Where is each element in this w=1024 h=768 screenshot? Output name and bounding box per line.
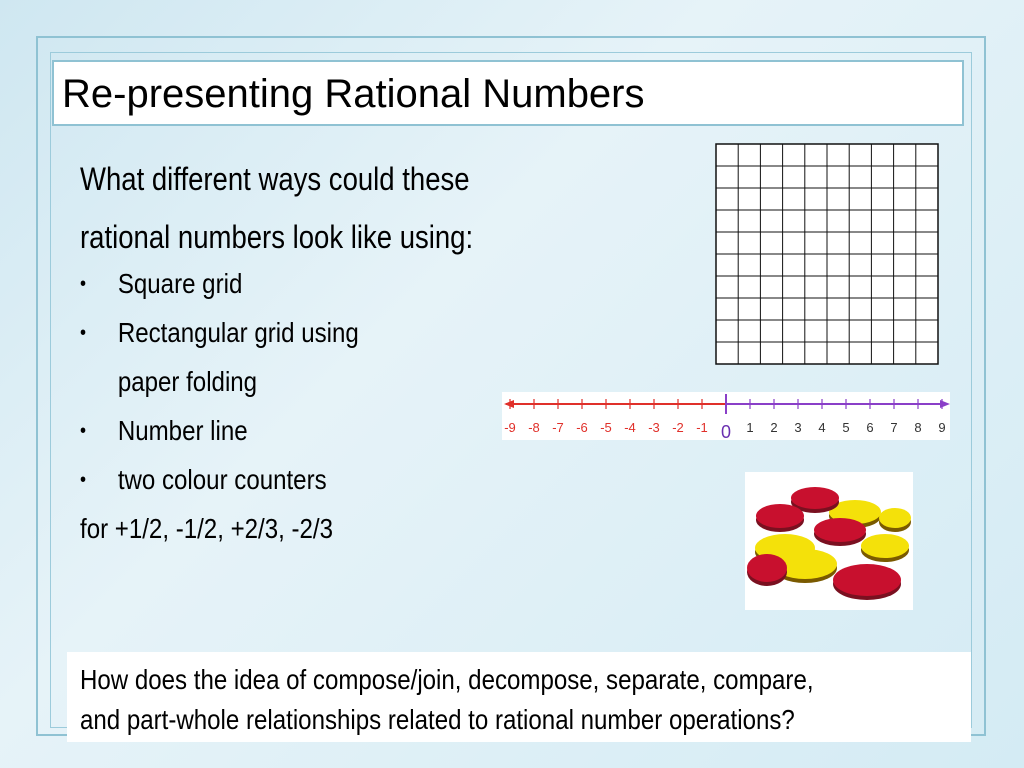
number-line-label: 1: [746, 420, 754, 435]
question-line-1: How does the idea of compose/join, decompose, separate, compare,: [80, 664, 814, 695]
number-line-label: 8: [914, 420, 922, 435]
intro-line-2: rational numbers look like using:: [80, 219, 474, 255]
bullet-marker: •: [80, 420, 87, 442]
number-line-label: -3: [648, 420, 660, 435]
bullet-item: [80, 458, 359, 507]
bullet-marker: •: [80, 469, 87, 491]
number-line-label: -6: [576, 420, 588, 435]
number-line-label: -5: [600, 420, 612, 435]
bullet-text: paper folding: [117, 366, 258, 397]
bullet-continuation: [80, 360, 359, 409]
number-line-label: 9: [938, 420, 946, 435]
bullet-text: Rectangular grid using: [117, 317, 359, 348]
bullet-list: [80, 262, 359, 507]
intro-line-1: What different ways could these: [80, 161, 470, 197]
question-line-2: and part-whole relationships related to rational number operations?: [80, 704, 795, 735]
number-line-label: -7: [552, 420, 564, 435]
number-line-label: 3: [794, 420, 802, 435]
number-line-label: -1: [696, 420, 708, 435]
number-line-label: 7: [890, 420, 898, 435]
number-line-label: 2: [770, 420, 778, 435]
number-line-label: -2: [672, 420, 684, 435]
number-line-image: [502, 392, 950, 440]
slide-title: Re-presenting Rational Numbers: [62, 72, 645, 116]
number-line-label: -9: [504, 420, 516, 435]
intro-text: [80, 150, 473, 266]
bullet-marker: •: [80, 273, 87, 295]
bullet-text: Number line: [117, 415, 248, 446]
bullet-item: [80, 262, 359, 311]
left-arrow-icon: [504, 400, 514, 408]
two-colour-counters-image: [745, 472, 913, 610]
bullet-item: [80, 311, 359, 360]
bullet-text: two colour counters: [117, 464, 327, 495]
question-text: [80, 660, 814, 740]
fraction-list: for +1/2, -1/2, +2/3, -2/3: [80, 513, 334, 544]
number-line-label: -4: [624, 420, 636, 435]
number-line-label: 6: [866, 420, 874, 435]
number-line-label: 0: [720, 422, 732, 440]
number-line-label: -8: [528, 420, 540, 435]
bullet-marker: •: [80, 322, 87, 344]
square-grid-image: [715, 143, 939, 365]
bullet-item: [80, 409, 359, 458]
number-line-label: 5: [842, 420, 850, 435]
bullet-text: Square grid: [117, 268, 243, 299]
counter-pile: [747, 487, 911, 600]
number-line-label: 4: [818, 420, 826, 435]
